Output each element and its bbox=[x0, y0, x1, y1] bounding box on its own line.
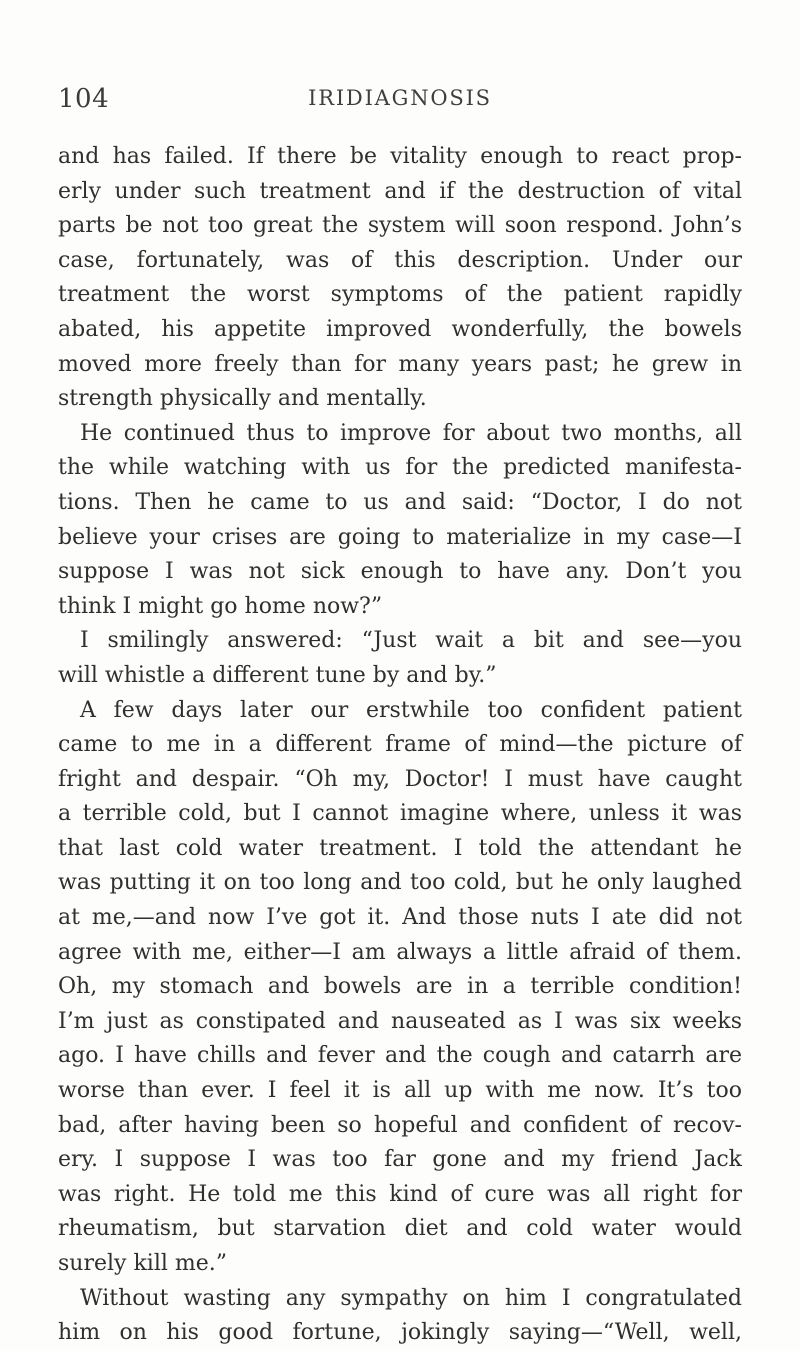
text-line: at me,—and now I’ve got it. And those nuts I ate did not bbox=[58, 905, 742, 931]
text-line: case, fortunately, was of this description. Under our bbox=[58, 247, 742, 273]
text-line: fright and despair. “Oh my, Doctor! I must have caught bbox=[58, 766, 742, 792]
text-line: Oh, my stomach and bowels are in a terrible condition! bbox=[58, 974, 742, 1000]
text-line: him on his good fortune, jokingly saying—“Well, well, bbox=[58, 1320, 742, 1346]
text-line: abated, his appetite improved wonderfully, the bowels bbox=[58, 316, 742, 342]
text-line: agree with me, either—I am always a little afraid of them. bbox=[58, 939, 742, 965]
text-line: ago. I have chills and fever and the cough and catarrh are bbox=[58, 1043, 742, 1069]
text-line: and has failed. If there be vitality enough to react prop- bbox=[58, 144, 742, 169]
text-line: will whistle a different tune by and by.” bbox=[58, 662, 497, 688]
text-line: was right. He told me this kind of cure was all right for bbox=[58, 1181, 742, 1207]
text-line: suppose I was not sick enough to have any. Don’t you bbox=[58, 559, 742, 585]
text-line: a terrible cold, but I cannot imagine where, unless it was bbox=[58, 801, 742, 827]
running-head: IRIDIAGNOSIS bbox=[308, 86, 492, 110]
text-line: erly under such treatment and if the destruction of vital bbox=[58, 178, 742, 204]
text-line: bad, after having been so hopeful and confident of recov- bbox=[58, 1112, 742, 1138]
text-line: Without wasting any sympathy on him I congratulated bbox=[80, 1285, 742, 1311]
text-line: the while watching with us for the predicted manifesta- bbox=[58, 455, 742, 481]
body-text bbox=[58, 140, 742, 1351]
page-header bbox=[58, 84, 742, 124]
text-line: I smilingly answered: “Just wait a bit and see—you bbox=[80, 628, 742, 654]
text-line: He continued thus to improve for about two months, all bbox=[80, 420, 742, 446]
text-line: parts be not too great the system will soon respond. John’s bbox=[58, 213, 742, 239]
text-line: that last cold water treatment. I told the attendant he bbox=[58, 835, 742, 861]
text-line: A few days later our erstwhile too confident patient bbox=[80, 697, 742, 723]
text-line: tions. Then he came to us and said: “Doctor, I do not bbox=[58, 489, 742, 515]
text-line: moved more freely than for many years past; he grew in bbox=[58, 351, 742, 377]
page-number: 104 bbox=[58, 84, 110, 114]
text-line: treatment the worst symptoms of the patient rapidly bbox=[58, 282, 742, 308]
text-line: believe your crises are going to materialize in my case—I bbox=[58, 524, 742, 550]
text-line: surely kill me.” bbox=[58, 1251, 228, 1276]
text-line: was putting it on too long and too cold, but he only laughed bbox=[58, 870, 742, 896]
text-line: worse than ever. I feel it is all up with me now. It’s too bbox=[58, 1078, 742, 1104]
text-line: I’m just as constipated and nauseated as I was six weeks bbox=[58, 1008, 742, 1034]
text-line: think I might go home now?” bbox=[58, 593, 383, 619]
text-line: came to me in a different frame of mind—the picture of bbox=[58, 732, 742, 758]
text-line: ery. I suppose I was too far gone and my friend Jack bbox=[58, 1147, 742, 1173]
text-line: rheumatism, but starvation diet and cold water would bbox=[58, 1216, 742, 1242]
text-line: strength physically and mentally. bbox=[58, 386, 427, 412]
